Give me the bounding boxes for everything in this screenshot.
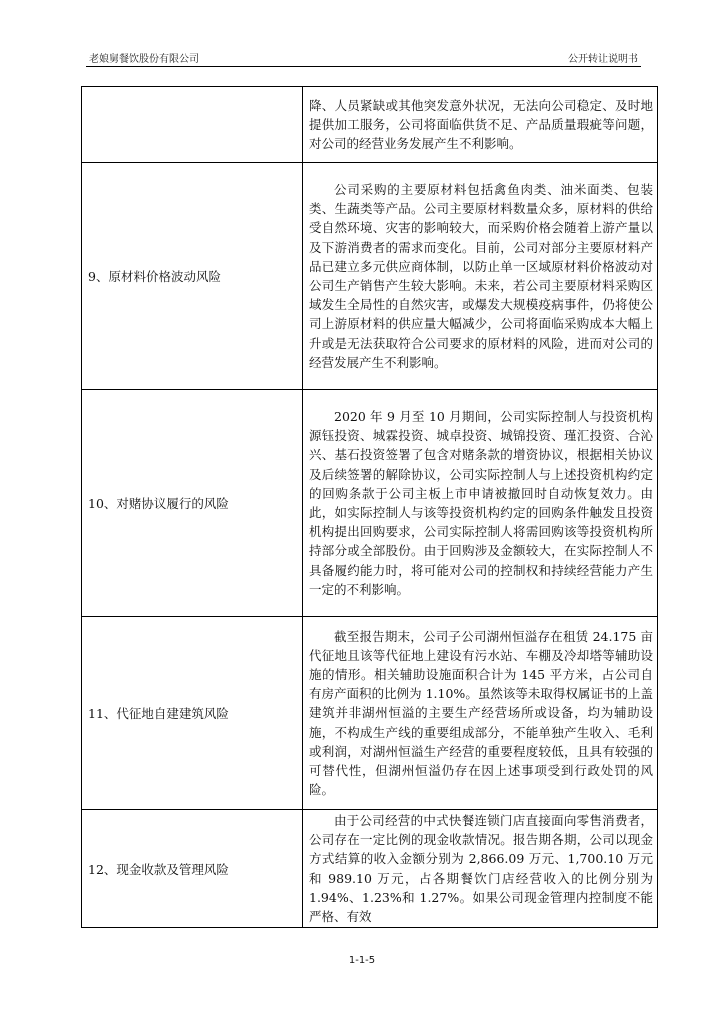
risk-description: 降、人员紧缺或其他突发意外状况，无法向公司稳定、及时地提供加工服务，公司将面临供货不足、产品质量瑕疵等问题，对公司的经营业务发展产生不利影响。: [309, 97, 653, 152]
risk-factor-table: [81, 86, 658, 928]
risk-description-cell: [303, 390, 658, 617]
table-row: [82, 163, 658, 390]
table-row: [82, 810, 658, 928]
risk-description-cell: [303, 163, 658, 390]
risk-title-cell: 11、代征地自建建筑风险: [82, 617, 303, 810]
risk-description: 由于公司经营的中式快餐连锁门店直接面向零售消费者，公司存在一定比例的现金收款情况。报告期各期，公司以现金方式结算的收入金额分别为 2,866.09 万元、1,700.10 万元和 989.10 万元，占各期餐饮门店经营收入的比例分别为 1.94%、1.23%和 1.27%。如果公司现金管理内控制度不能严格、有效: [309, 813, 653, 925]
risk-description-cell: [303, 87, 658, 163]
risk-title-cell: 12、现金收款及管理风险: [82, 810, 303, 928]
risk-description: 截至报告期末，公司子公司湖州恒溢存在租赁 24.175 亩代征地且该等代征地上建设有污水站、车棚及冷却塔等辅助设施的情形。相关辅助设施面积合计为 145 平方米，占公司自有房产面积的比例为 1.10%。虽然该等未取得权属证书的上盖建筑并非湖州恒溢的主要生产经营场所或设备，均为辅助设施，不构成生产线的重要组成部分，不能单独产生收入、毛利或利润，对湖州恒溢生产经营的重要程度较低，且具有较强的可替代性，但湖州恒溢仍存在因上述事项受到行政处罚的风险。: [309, 628, 653, 798]
table-row: [82, 617, 658, 810]
page-header: [86, 50, 641, 66]
table-row: [82, 87, 658, 163]
header-company-name: 老娘舅餐饮股份有限公司: [89, 54, 199, 65]
risk-description-cell: [303, 810, 658, 928]
header-rule: [86, 66, 641, 67]
page-number: 1-1-5: [348, 955, 376, 966]
risk-title-cell: 9、原材料价格波动风险: [82, 163, 303, 390]
risk-description: 公司采购的主要原材料包括禽鱼肉类、油米面类、包装类、生蔬类等产品。公司主要原材料数量众多，原材料的供给受自然环境、灾害的影响较大，而采购价格会随着上游产量以及下游消费者的需求而变化。目前，公司对部分主要原材料产品已建立多元供应商体制，以防止单一区域原材料价格波动对公司生产销售产生较大影响。未来，若公司主要原材料采购区域发生全局性的自然灾害，或爆发大规模疫病事件，仍将使公司上游原材料的供应量大幅减少，公司将面临采购成本大幅上升或是无法获取符合公司要求的原材料的风险，进而对公司的经营发展产生不利影响。: [309, 181, 653, 370]
risk-description-cell: [303, 617, 658, 810]
risk-title-cell: 10、对赌协议履行的风险: [82, 390, 303, 617]
risk-description: 2020 年 9 月至 10 月期间，公司实际控制人与投资机构源钰投资、城霖投资、城卓投资、城锦投资、瑾汇投资、合沁兴、基石投资签署了包含对赌条款的增资协议，根据相关协议及后续签署的解除协议，公司实际控制人与上述投资机构约定的回购条款于公司主板上市申请被撤回时自动恢复效力。由此，如实际控制人与该等投资机构约定的回购条件触发且投资机构提出回购要求，公司实际控制人将需回购该等投资机构所持部分或全部股份。由于回购涉及金额较大，在实际控制人不具备履约能力时，将可能对公司的控制权和持续经营能力产生一定的不利影响。: [309, 408, 653, 597]
risk-title-cell: [82, 87, 303, 163]
header-document-type: 公开转让说明书: [568, 54, 638, 65]
table-row: [82, 390, 658, 617]
